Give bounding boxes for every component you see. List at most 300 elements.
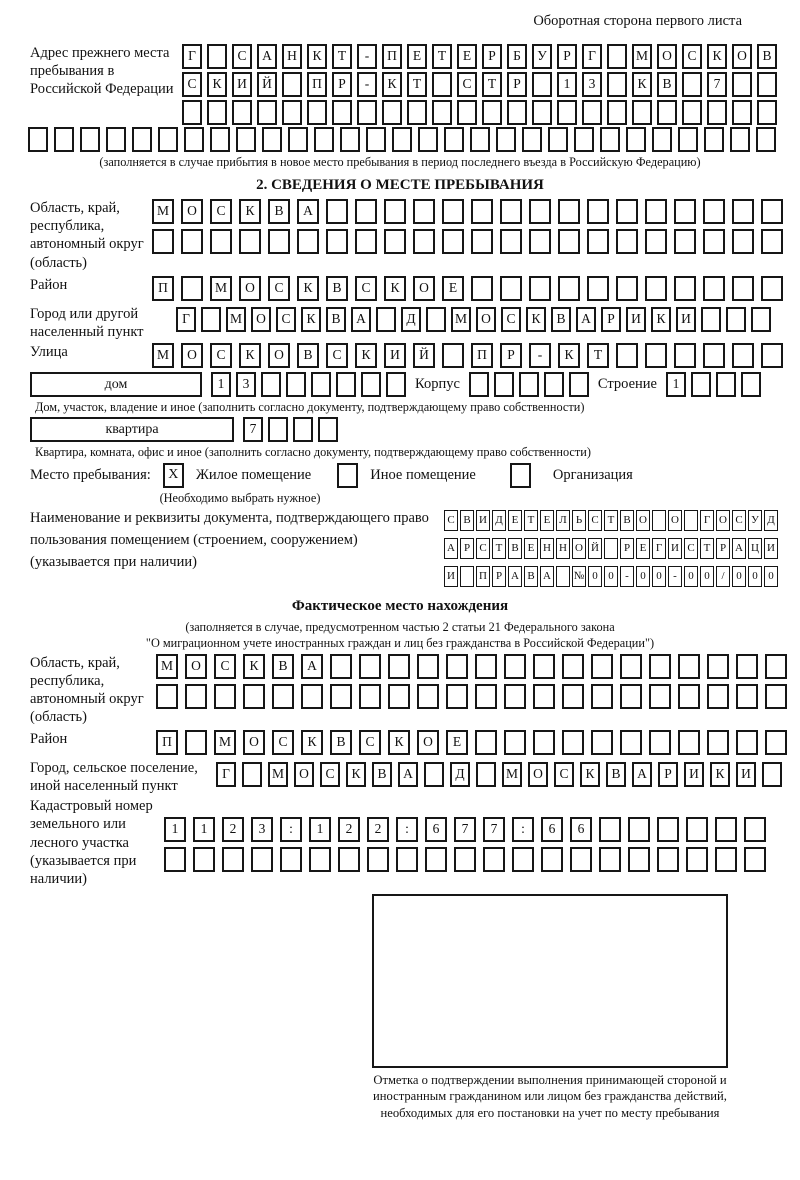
char-box bbox=[470, 127, 490, 152]
char-box: К bbox=[297, 276, 319, 301]
char-box: 0 bbox=[636, 566, 650, 587]
street-label: Улица bbox=[30, 343, 68, 360]
char-box: В bbox=[508, 538, 522, 559]
prev-address-caption: (заполняется в случае прибытия в новое место пребывания в период последнего въезда в Российскую Федерацию) bbox=[99, 155, 701, 170]
document-row-3 bbox=[444, 566, 778, 587]
char-box bbox=[432, 100, 452, 125]
confirmation-stamp-caption: Отметка о подтверждении выполнения принимающей стороной и иностранным гражданином или лицом без гражданства действий, необходимых для его постановки на учет по месту пребывания bbox=[373, 1072, 727, 1120]
char-box: А bbox=[351, 307, 371, 332]
char-box bbox=[519, 372, 539, 397]
char-box bbox=[471, 199, 493, 224]
char-box bbox=[426, 307, 446, 332]
char-box: Т bbox=[407, 72, 427, 97]
char-box bbox=[532, 72, 552, 97]
char-box bbox=[367, 847, 389, 872]
char-box: П bbox=[152, 276, 174, 301]
char-box: 2 bbox=[367, 817, 389, 842]
char-box: С bbox=[232, 44, 252, 69]
char-box: С bbox=[732, 510, 746, 531]
cadastral-row-1 bbox=[164, 817, 766, 842]
char-box bbox=[236, 127, 256, 152]
char-box bbox=[500, 199, 522, 224]
char-box bbox=[757, 100, 777, 125]
char-box: О bbox=[657, 44, 677, 69]
char-box bbox=[268, 229, 290, 254]
char-box: 1 bbox=[164, 817, 186, 842]
city-block bbox=[0, 305, 800, 341]
char-box bbox=[707, 730, 729, 755]
page-header-note: Оборотная сторона первого листа bbox=[533, 13, 742, 29]
char-box: Т bbox=[492, 538, 506, 559]
char-box: 7 bbox=[707, 72, 727, 97]
char-box: Т bbox=[587, 343, 609, 368]
char-box: К bbox=[526, 307, 546, 332]
char-box bbox=[417, 684, 439, 709]
char-box bbox=[471, 229, 493, 254]
char-box: О bbox=[181, 343, 203, 368]
char-box bbox=[744, 847, 766, 872]
char-box: К bbox=[346, 762, 366, 787]
char-box bbox=[732, 72, 752, 97]
char-box bbox=[715, 817, 737, 842]
document-block bbox=[0, 508, 800, 587]
char-box bbox=[282, 100, 302, 125]
korpus-label: Корпус bbox=[415, 376, 460, 393]
char-box: 3 bbox=[582, 72, 602, 97]
stroenie-label: Строение bbox=[597, 376, 657, 393]
char-box: К bbox=[384, 276, 406, 301]
char-box bbox=[214, 684, 236, 709]
char-box bbox=[444, 127, 464, 152]
char-box bbox=[500, 229, 522, 254]
char-box bbox=[765, 730, 787, 755]
char-box: В bbox=[524, 566, 538, 587]
char-box bbox=[678, 730, 700, 755]
char-box bbox=[587, 276, 609, 301]
actual-city-block bbox=[0, 759, 800, 795]
confirmation-stamp-box bbox=[372, 894, 728, 1068]
char-box: В bbox=[330, 730, 352, 755]
char-box bbox=[80, 127, 100, 152]
char-box bbox=[359, 684, 381, 709]
char-box: Б bbox=[507, 44, 527, 69]
char-box: Д bbox=[764, 510, 778, 531]
stay-type-checkbox-residential: X bbox=[163, 463, 184, 488]
char-box bbox=[562, 684, 584, 709]
char-box: Д bbox=[401, 307, 421, 332]
char-box: Д bbox=[450, 762, 470, 787]
char-box bbox=[607, 100, 627, 125]
char-box: Р bbox=[492, 566, 506, 587]
char-box: В bbox=[297, 343, 319, 368]
cadastral-block bbox=[0, 797, 800, 888]
char-box bbox=[628, 817, 650, 842]
char-box: 7 bbox=[483, 817, 505, 842]
actual-city-row bbox=[216, 762, 782, 787]
char-box bbox=[182, 100, 202, 125]
char-box bbox=[28, 127, 48, 152]
char-box bbox=[326, 199, 348, 224]
char-box: 0 bbox=[604, 566, 618, 587]
char-box: А bbox=[540, 566, 554, 587]
char-box bbox=[417, 654, 439, 679]
char-box: Г bbox=[216, 762, 236, 787]
char-box: В bbox=[326, 307, 346, 332]
stroenie-cells bbox=[666, 372, 761, 397]
prev-address-row-4 bbox=[28, 127, 800, 152]
char-box bbox=[765, 654, 787, 679]
house-caption: Дом, участок, владение и иное (заполнить согласно документу, подтверждающему право собственности) bbox=[35, 399, 585, 414]
char-box: 0 bbox=[732, 566, 746, 587]
char-box bbox=[587, 229, 609, 254]
char-box bbox=[529, 229, 551, 254]
char-box: С bbox=[588, 510, 602, 531]
district-row bbox=[152, 276, 783, 301]
char-box: А bbox=[398, 762, 418, 787]
char-box: - bbox=[620, 566, 634, 587]
char-box bbox=[707, 100, 727, 125]
char-box bbox=[701, 307, 721, 332]
char-box: Е bbox=[407, 44, 427, 69]
char-box bbox=[469, 372, 489, 397]
char-box bbox=[674, 199, 696, 224]
char-box bbox=[504, 730, 526, 755]
char-box bbox=[736, 684, 758, 709]
actual-region-block bbox=[0, 654, 800, 727]
char-box bbox=[556, 566, 570, 587]
char-box: П bbox=[307, 72, 327, 97]
char-box bbox=[504, 684, 526, 709]
char-box bbox=[388, 654, 410, 679]
char-box: С bbox=[682, 44, 702, 69]
char-box: К bbox=[355, 343, 377, 368]
char-box: К bbox=[388, 730, 410, 755]
char-box bbox=[582, 100, 602, 125]
char-box bbox=[297, 229, 319, 254]
char-box bbox=[330, 684, 352, 709]
char-box bbox=[751, 307, 771, 332]
char-box: М bbox=[214, 730, 236, 755]
char-box bbox=[210, 127, 230, 152]
char-box bbox=[475, 730, 497, 755]
char-box: Н bbox=[540, 538, 554, 559]
char-box bbox=[600, 127, 620, 152]
char-box: С bbox=[276, 307, 296, 332]
char-box: С bbox=[182, 72, 202, 97]
char-box: 7 bbox=[454, 817, 476, 842]
char-box: В bbox=[757, 44, 777, 69]
char-box: 1 bbox=[309, 817, 331, 842]
char-box: Г bbox=[582, 44, 602, 69]
char-box bbox=[533, 730, 555, 755]
char-box bbox=[338, 847, 360, 872]
char-box bbox=[703, 276, 725, 301]
char-box: Р bbox=[658, 762, 678, 787]
char-box bbox=[193, 847, 215, 872]
char-box bbox=[649, 730, 671, 755]
prev-address-block bbox=[0, 44, 800, 125]
char-box bbox=[301, 684, 323, 709]
char-box: Г bbox=[176, 307, 196, 332]
korpus-cells bbox=[469, 372, 589, 397]
char-box bbox=[604, 538, 618, 559]
char-box: А bbox=[576, 307, 596, 332]
char-box bbox=[703, 343, 725, 368]
char-box bbox=[558, 199, 580, 224]
apartment-caption: Квартира, комната, офис и иное (заполнить согласно документу, подтверждающему право собственности) bbox=[35, 445, 591, 460]
char-box bbox=[392, 127, 412, 152]
char-box bbox=[311, 372, 331, 397]
char-box bbox=[424, 762, 444, 787]
char-box: Т bbox=[432, 44, 452, 69]
char-box bbox=[686, 847, 708, 872]
char-box bbox=[652, 127, 672, 152]
char-box bbox=[418, 127, 438, 152]
char-box: В bbox=[326, 276, 348, 301]
cadastral-label: Кадастровый номер земельного или лесного участка (указывается при наличии) bbox=[30, 798, 153, 887]
char-box bbox=[496, 127, 516, 152]
stay-type-row bbox=[30, 463, 800, 488]
actual-location-title: Фактическое место нахождения bbox=[291, 598, 509, 615]
char-box bbox=[620, 730, 642, 755]
char-box bbox=[232, 100, 252, 125]
char-box: Д bbox=[492, 510, 506, 531]
char-box bbox=[762, 762, 782, 787]
char-box bbox=[309, 847, 331, 872]
char-box bbox=[432, 72, 452, 97]
stay-type-checkbox-other bbox=[337, 463, 358, 488]
char-box bbox=[318, 417, 338, 442]
char-box bbox=[587, 199, 609, 224]
char-box: О bbox=[251, 307, 271, 332]
char-box: Р bbox=[716, 538, 730, 559]
char-box bbox=[616, 343, 638, 368]
char-box bbox=[475, 684, 497, 709]
char-box bbox=[156, 684, 178, 709]
char-box: Т bbox=[482, 72, 502, 97]
char-box bbox=[243, 684, 265, 709]
char-box: А bbox=[444, 538, 458, 559]
char-box bbox=[736, 730, 758, 755]
char-box: - bbox=[357, 44, 377, 69]
char-box bbox=[616, 276, 638, 301]
char-box: - bbox=[529, 343, 551, 368]
char-box bbox=[201, 307, 221, 332]
char-box: О bbox=[239, 276, 261, 301]
region-row-1 bbox=[152, 199, 783, 224]
char-box bbox=[736, 654, 758, 679]
char-box bbox=[307, 100, 327, 125]
char-box bbox=[384, 199, 406, 224]
char-box bbox=[482, 100, 502, 125]
char-box bbox=[607, 44, 627, 69]
char-box: 1 bbox=[666, 372, 686, 397]
char-box bbox=[684, 510, 698, 531]
char-box: Н bbox=[282, 44, 302, 69]
char-box: Т bbox=[604, 510, 618, 531]
char-box bbox=[544, 372, 564, 397]
char-box bbox=[645, 229, 667, 254]
char-box: И bbox=[444, 566, 458, 587]
char-box bbox=[332, 100, 352, 125]
char-box: В bbox=[620, 510, 634, 531]
char-box bbox=[386, 372, 406, 397]
street-row bbox=[152, 343, 783, 368]
char-box bbox=[242, 762, 262, 787]
char-box bbox=[207, 100, 227, 125]
char-box: К bbox=[558, 343, 580, 368]
char-box: С bbox=[320, 762, 340, 787]
char-box: С bbox=[457, 72, 477, 97]
char-box: 0 bbox=[652, 566, 666, 587]
char-box: : bbox=[396, 817, 418, 842]
char-box: Р bbox=[507, 72, 527, 97]
char-box bbox=[207, 44, 227, 69]
char-box bbox=[541, 847, 563, 872]
char-box: О bbox=[716, 510, 730, 531]
char-box bbox=[562, 730, 584, 755]
char-box bbox=[657, 847, 679, 872]
char-box: Р bbox=[482, 44, 502, 69]
stay-type-option-residential: Жилое помещение bbox=[195, 467, 312, 484]
char-box: М bbox=[152, 199, 174, 224]
actual-region-row-2 bbox=[156, 684, 787, 709]
char-box bbox=[761, 276, 783, 301]
char-box bbox=[744, 817, 766, 842]
char-box bbox=[268, 417, 288, 442]
char-box: Й bbox=[588, 538, 602, 559]
char-box bbox=[181, 229, 203, 254]
char-box bbox=[504, 654, 526, 679]
char-box: Е bbox=[540, 510, 554, 531]
char-box bbox=[652, 510, 666, 531]
char-box: М bbox=[156, 654, 178, 679]
char-box bbox=[288, 127, 308, 152]
char-box: Г bbox=[652, 538, 666, 559]
char-box bbox=[280, 847, 302, 872]
char-box: С bbox=[272, 730, 294, 755]
char-box bbox=[715, 847, 737, 872]
char-box: О bbox=[476, 307, 496, 332]
char-box: Й bbox=[413, 343, 435, 368]
char-box: К bbox=[632, 72, 652, 97]
region-row-2 bbox=[152, 229, 783, 254]
city-row bbox=[176, 307, 771, 332]
char-box bbox=[732, 100, 752, 125]
prev-address-row-3 bbox=[182, 100, 777, 125]
char-box bbox=[355, 199, 377, 224]
char-box bbox=[326, 229, 348, 254]
region-block bbox=[0, 199, 800, 272]
char-box bbox=[158, 127, 178, 152]
char-box bbox=[475, 654, 497, 679]
char-box: И bbox=[626, 307, 646, 332]
char-box: И bbox=[684, 762, 704, 787]
char-box bbox=[607, 72, 627, 97]
char-box: С bbox=[476, 538, 490, 559]
char-box bbox=[532, 100, 552, 125]
char-box: И bbox=[736, 762, 756, 787]
char-box bbox=[257, 100, 277, 125]
char-box: И bbox=[384, 343, 406, 368]
char-box bbox=[616, 199, 638, 224]
apartment-cells bbox=[243, 417, 338, 442]
char-box: О bbox=[181, 199, 203, 224]
char-box: М bbox=[226, 307, 246, 332]
char-box bbox=[682, 72, 702, 97]
char-box: 1 bbox=[557, 72, 577, 97]
char-box bbox=[616, 229, 638, 254]
char-box bbox=[730, 127, 750, 152]
char-box bbox=[707, 654, 729, 679]
char-box: - bbox=[357, 72, 377, 97]
stay-type-label: Место пребывания: bbox=[30, 467, 151, 484]
char-box bbox=[732, 276, 754, 301]
char-box bbox=[557, 100, 577, 125]
char-box: 3 bbox=[236, 372, 256, 397]
char-box bbox=[152, 229, 174, 254]
char-box: В bbox=[606, 762, 626, 787]
char-box: 0 bbox=[700, 566, 714, 587]
char-box: 7 bbox=[243, 417, 263, 442]
char-box: С bbox=[359, 730, 381, 755]
char-box bbox=[382, 100, 402, 125]
char-box: М bbox=[152, 343, 174, 368]
char-box bbox=[533, 684, 555, 709]
char-box: Л bbox=[556, 510, 570, 531]
char-box: В bbox=[272, 654, 294, 679]
char-box bbox=[732, 199, 754, 224]
char-box bbox=[591, 684, 613, 709]
char-box: П bbox=[471, 343, 493, 368]
char-box bbox=[704, 127, 724, 152]
char-box: О bbox=[668, 510, 682, 531]
char-box bbox=[686, 817, 708, 842]
char-box bbox=[413, 199, 435, 224]
char-box bbox=[674, 229, 696, 254]
char-box bbox=[548, 127, 568, 152]
char-box: Е bbox=[457, 44, 477, 69]
char-box bbox=[570, 847, 592, 872]
char-box bbox=[446, 654, 468, 679]
char-box: Р bbox=[460, 538, 474, 559]
char-box: И bbox=[764, 538, 778, 559]
char-box: С bbox=[684, 538, 698, 559]
char-box: Ц bbox=[748, 538, 762, 559]
char-box: Е bbox=[442, 276, 464, 301]
char-box bbox=[529, 276, 551, 301]
region-label: Область, край, республика, автономный округ (область) bbox=[30, 200, 144, 271]
char-box bbox=[645, 199, 667, 224]
char-box bbox=[442, 229, 464, 254]
char-box bbox=[164, 847, 186, 872]
char-box: П bbox=[156, 730, 178, 755]
char-box: Н bbox=[556, 538, 570, 559]
char-box bbox=[657, 100, 677, 125]
char-box: И bbox=[676, 307, 696, 332]
char-box bbox=[272, 684, 294, 709]
char-box: Г bbox=[182, 44, 202, 69]
char-box bbox=[413, 229, 435, 254]
char-box: К bbox=[301, 307, 321, 332]
char-box bbox=[732, 229, 754, 254]
char-box bbox=[674, 343, 696, 368]
prev-address-label: Адрес прежнего места пребывания в Российской Федерации bbox=[30, 45, 174, 98]
char-box bbox=[376, 307, 396, 332]
char-box bbox=[184, 127, 204, 152]
char-box: В bbox=[551, 307, 571, 332]
district-block bbox=[0, 276, 800, 301]
